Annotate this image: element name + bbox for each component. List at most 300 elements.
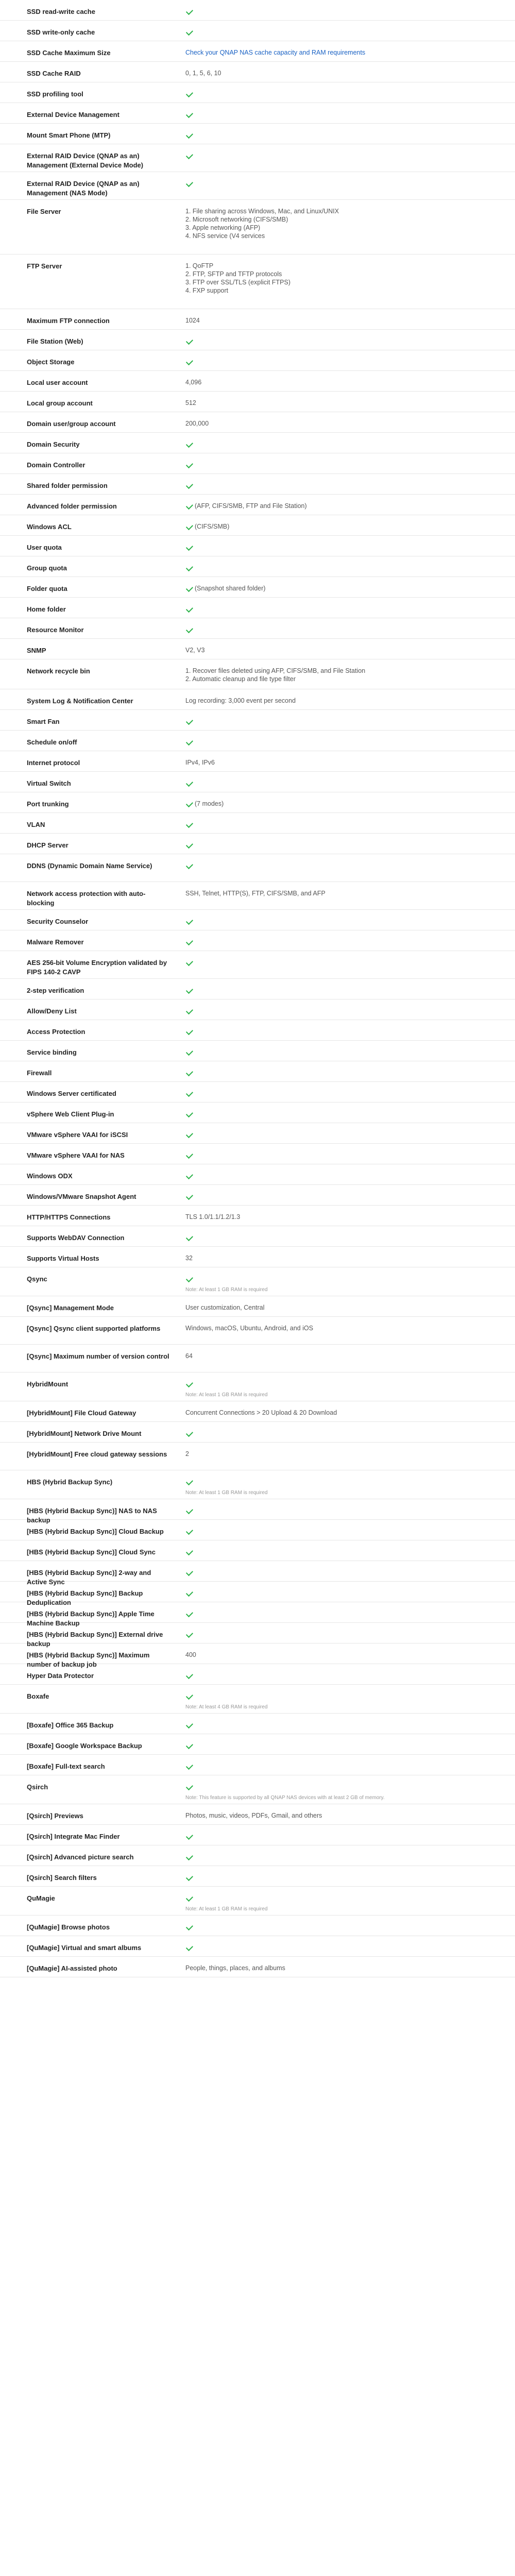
spec-label: SNMP	[27, 647, 46, 654]
check-icon	[186, 585, 193, 592]
spec-value-line: 2. FTP, SFTP and TFTP protocols	[185, 270, 282, 278]
spec-row-port-trunking	[0, 792, 515, 813]
spec-row-file-server	[0, 200, 515, 255]
spec-label: Domain user/group account	[27, 420, 116, 428]
spec-value	[170, 1630, 515, 1638]
spec-label: [HBS (Hybrid Backup Sync)] Backup Deduplication	[27, 1589, 143, 1606]
check-icon	[186, 821, 193, 828]
check-icon	[186, 1234, 193, 1241]
spec-value-line: SSH, Telnet, HTTP(S), FTP, CIFS/SMB, and AFP	[185, 890, 325, 897]
spec-value	[170, 1609, 515, 1618]
check-icon	[186, 1193, 193, 1200]
spec-row-object-storage	[0, 350, 515, 371]
check-icon	[186, 841, 193, 849]
check-icon	[186, 90, 193, 97]
spec-row-aes-256-bit-volume-encryption-validated-by-fips-140-2-cavp	[0, 951, 515, 979]
spec-value-text: (7 modes)	[195, 800, 224, 807]
spec-label: Smart Fan	[27, 718, 60, 725]
spec-row-qsync	[0, 1267, 515, 1296]
check-icon	[186, 544, 193, 551]
spec-value	[170, 1048, 515, 1056]
spec-label: User quota	[27, 544, 62, 551]
spec-label: System Log & Notification Center	[27, 697, 133, 705]
spec-value	[170, 1110, 515, 1118]
spec-value	[170, 758, 515, 767]
spec-value	[170, 337, 515, 345]
check-icon	[186, 1548, 193, 1555]
spec-row-ftp-server	[0, 255, 515, 309]
spec-value	[170, 1130, 515, 1139]
spec-label: [Boxafe] Full-text search	[27, 1762, 105, 1770]
spec-value	[170, 481, 515, 489]
spec-label: [HBS (Hybrid Backup Sync)] Cloud Backup	[27, 1528, 164, 1535]
spec-value	[170, 1069, 515, 1077]
check-icon	[186, 523, 193, 530]
check-icon	[186, 1853, 193, 1860]
check-icon	[186, 1048, 193, 1056]
spec-value-line: 32	[185, 1255, 193, 1262]
spec-label: [Qsirch] Advanced picture search	[27, 1853, 134, 1861]
spec-value	[170, 1832, 515, 1840]
spec-label: [Qsirch] Search filters	[27, 1874, 97, 1882]
spec-value	[170, 1027, 515, 1036]
spec-label: Security Counselor	[27, 918, 89, 925]
spec-label: [QuMagie] Browse photos	[27, 1923, 110, 1931]
check-icon	[186, 180, 193, 187]
spec-value	[170, 1589, 515, 1597]
check-icon	[186, 1923, 193, 1930]
spec-row-network-access-protection-with-auto-blocking	[0, 882, 515, 910]
spec-label: Network access protection with auto-blocking	[27, 890, 146, 907]
spec-value	[170, 110, 515, 118]
spec-value	[170, 1741, 515, 1750]
spec-label: [HBS (Hybrid Backup Sync)] Apple Time Machine Backup	[27, 1610, 154, 1627]
spec-value-line: 3. FTP over SSL/TLS (explicit FTPS)	[185, 279, 290, 286]
spec-label: SSD Cache RAID	[27, 70, 81, 77]
spec-row-shared-folder-permission	[0, 474, 515, 495]
spec-row-windows-server-certificated	[0, 1082, 515, 1103]
check-icon	[186, 337, 193, 345]
check-icon	[186, 1672, 193, 1679]
spec-value-line: 1. QoFTP	[185, 262, 214, 269]
spec-label: [Qsirch] Previews	[27, 1812, 83, 1820]
spec-label: [QuMagie] Virtual and smart albums	[27, 1944, 142, 1952]
spec-label: Boxafe	[27, 1692, 49, 1700]
spec-label: Local user account	[27, 379, 88, 386]
spec-label: [QuMagie] AI-assisted photo	[27, 1964, 117, 1972]
check-icon	[186, 1528, 193, 1535]
spec-label: Qsirch	[27, 1783, 48, 1791]
spec-row-service-binding	[0, 1041, 515, 1061]
spec-value-line: TLS 1.0/1.1/1.2/1.3	[185, 1213, 241, 1221]
spec-value	[170, 1721, 515, 1729]
spec-value	[170, 667, 515, 683]
spec-value	[170, 564, 515, 572]
spec-row-dhcp-server	[0, 834, 515, 854]
spec-value	[170, 1964, 515, 1972]
spec-value-line: People, things, places, and albums	[185, 1964, 285, 1972]
check-icon	[186, 938, 193, 945]
check-icon	[186, 1131, 193, 1138]
spec-value	[170, 1568, 515, 1577]
spec-row-advanced-folder-permission	[0, 495, 515, 515]
cache-capacity-link[interactable]: Check your QNAP NAS cache capacity and RAM requirements	[185, 49, 366, 56]
spec-row-allow-deny-list	[0, 999, 515, 1020]
spec-label: FTP Server	[27, 262, 62, 270]
spec-value	[170, 1352, 515, 1360]
spec-label: Qsync	[27, 1275, 47, 1283]
spec-label: DHCP Server	[27, 841, 68, 849]
spec-label: External RAID Device (QNAP as an) Management (NAS Mode)	[27, 180, 140, 197]
spec-value-line: 64	[185, 1352, 193, 1360]
spec-row-system-log-notification-center	[0, 689, 515, 710]
check-icon	[186, 1007, 193, 1014]
spec-label: AES 256-bit Volume Encryption validated by FIPS 140-2 CAVP	[27, 959, 167, 976]
spec-row-network-recycle-bin	[0, 659, 515, 689]
spec-row-vmware-vsphere-vaai-for-iscsi	[0, 1123, 515, 1144]
spec-value-line: 2. Automatic cleanup and file type filter	[185, 675, 296, 683]
spec-label: [Qsirch] Integrate Mac Finder	[27, 1833, 120, 1840]
spec-label: Firewall	[27, 1069, 52, 1077]
check-icon	[186, 1783, 193, 1790]
check-icon	[186, 502, 193, 510]
spec-label: [Qsync] Qsync client supported platforms	[27, 1325, 161, 1332]
check-icon	[186, 1762, 193, 1770]
spec-row-qumagie-virtual-and-smart-albums	[0, 1936, 515, 1957]
spec-value	[170, 1380, 515, 1399]
spec-row-windows-vmware-snapshot-agent	[0, 1185, 515, 1206]
spec-label: [HBS (Hybrid Backup Sync)] Maximum number of backup job	[27, 1651, 150, 1668]
check-icon	[186, 718, 193, 725]
check-icon	[186, 1742, 193, 1749]
spec-value-line: 4,096	[185, 379, 202, 386]
spec-row-ssd-write-only-cache	[0, 21, 515, 41]
spec-value	[170, 958, 515, 967]
spec-row-schedule-on-off	[0, 731, 515, 751]
check-icon	[186, 959, 193, 966]
spec-label: Domain Controller	[27, 461, 85, 469]
check-icon	[186, 1069, 193, 1076]
spec-label: VMware vSphere VAAI for NAS	[27, 1151, 125, 1159]
spec-value-line: 1. Recover files deleted using AFP, CIFS/SMB, and File Station	[185, 667, 366, 674]
spec-label: Home folder	[27, 605, 66, 613]
spec-row-qsirch-previews	[0, 1804, 515, 1825]
spec-row-external-device-management	[0, 103, 515, 124]
spec-label: [Qsync] Management Mode	[27, 1304, 114, 1312]
spec-value-line: 0, 1, 5, 6, 10	[185, 70, 221, 77]
spec-label: Folder quota	[27, 585, 67, 592]
spec-value	[170, 1783, 515, 1802]
spec-label: HybridMount	[27, 1380, 68, 1388]
spec-label: File Server	[27, 208, 61, 215]
spec-row-virtual-switch	[0, 772, 515, 792]
spec-value	[170, 800, 515, 808]
spec-value	[170, 131, 515, 139]
spec-label: HTTP/HTTPS Connections	[27, 1213, 111, 1221]
spec-row-boxafe-office-365-backup	[0, 1714, 515, 1734]
spec-value	[170, 738, 515, 746]
spec-value	[170, 151, 515, 160]
spec-row-snmp	[0, 639, 515, 659]
spec-value	[170, 861, 515, 870]
spec-row-group-quota	[0, 556, 515, 577]
spec-label: External RAID Device (QNAP as an) Management (External Device Mode)	[27, 152, 144, 169]
spec-label: Port trunking	[27, 800, 69, 808]
spec-row-qsirch-integrate-mac-finder	[0, 1825, 515, 1845]
spec-row-external-raid-device-qnap-as-an-management-external-device-mode	[0, 144, 515, 172]
spec-label: Object Storage	[27, 358, 75, 366]
spec-value	[170, 1943, 515, 1952]
spec-row-boxafe	[0, 1685, 515, 1714]
spec-label: 2-step verification	[27, 987, 84, 994]
spec-value	[170, 262, 515, 295]
spec-row-boxafe-full-text-search	[0, 1755, 515, 1775]
spec-label: [HBS (Hybrid Backup Sync)] NAS to NAS backup	[27, 1507, 157, 1524]
spec-value	[170, 28, 515, 36]
spec-value	[170, 1172, 515, 1180]
spec-row-user-quota	[0, 536, 515, 556]
check-icon	[186, 987, 193, 994]
spec-label: Windows ODX	[27, 1172, 73, 1180]
spec-row-file-station-web	[0, 330, 515, 350]
spec-value	[170, 820, 515, 828]
spec-label: Virtual Switch	[27, 779, 71, 787]
check-icon	[186, 358, 193, 365]
spec-value-line: 2	[185, 1450, 189, 1458]
spec-row-vmware-vsphere-vaai-for-nas	[0, 1144, 515, 1164]
spec-label: Local group account	[27, 399, 93, 407]
spec-label: vSphere Web Client Plug-in	[27, 1110, 114, 1118]
spec-value-line: Concurrent Connections > 20 Upload & 20 Download	[185, 1409, 337, 1416]
spec-label: Maximum FTP connection	[27, 317, 110, 325]
check-icon	[186, 564, 193, 571]
spec-value	[170, 697, 515, 705]
spec-row-ssd-profiling-tool	[0, 82, 515, 103]
check-icon	[186, 626, 193, 633]
spec-value	[170, 1762, 515, 1770]
spec-row-hybridmount	[0, 1372, 515, 1401]
check-icon	[186, 131, 193, 139]
spec-label: Windows Server certificated	[27, 1090, 116, 1097]
spec-row-2-step-verification	[0, 979, 515, 999]
spec-value-line: Log recording: 3,000 event per second	[185, 697, 296, 704]
spec-value	[170, 605, 515, 613]
spec-note: Note: This feature is supported by all QNAP NAS devices with at least 2 GB of memory.	[185, 1795, 385, 1801]
spec-label: QuMagie	[27, 1894, 55, 1902]
spec-value	[170, 440, 515, 448]
spec-note: Note: At least 4 GB RAM is required	[185, 1704, 268, 1710]
spec-value	[170, 625, 515, 634]
spec-row-mount-smart-phone-mtp	[0, 124, 515, 144]
spec-value-text: (AFP, CIFS/SMB, FTP and File Station)	[195, 502, 307, 510]
check-icon	[186, 1874, 193, 1881]
spec-row-ssd-read-write-cache	[0, 0, 515, 21]
check-icon	[186, 738, 193, 745]
spec-row-windows-acl	[0, 515, 515, 536]
spec-value	[170, 646, 515, 654]
check-icon	[186, 1589, 193, 1597]
spec-row-folder-quota	[0, 577, 515, 598]
spec-row-local-group-account	[0, 392, 515, 412]
spec-value-line: 3. Apple networking (AFP)	[185, 224, 261, 231]
spec-label: [HybridMount] Free cloud gateway sessions	[27, 1450, 167, 1458]
check-icon	[186, 1028, 193, 1035]
check-icon	[186, 1478, 193, 1485]
spec-label: [HybridMount] File Cloud Gateway	[27, 1409, 136, 1417]
spec-row-qsync-management-mode	[0, 1296, 515, 1317]
spec-row-qsync-qsync-client-supported-platforms	[0, 1317, 515, 1345]
spec-value	[170, 1089, 515, 1097]
check-icon	[186, 1110, 193, 1117]
check-icon	[186, 1833, 193, 1840]
spec-value-line: IPv4, IPv6	[185, 759, 215, 766]
spec-value	[170, 917, 515, 925]
spec-row-hybridmount-file-cloud-gateway	[0, 1401, 515, 1422]
spec-row-qsirch	[0, 1775, 515, 1804]
spec-value	[170, 717, 515, 725]
spec-value-line: Windows, macOS, Ubuntu, Android, and iOS	[185, 1325, 314, 1332]
spec-label: Mount Smart Phone (MTP)	[27, 131, 111, 139]
spec-row-external-raid-device-qnap-as-an-management-nas-mode	[0, 172, 515, 200]
spec-value-line: Photos, music, videos, PDFs, Gmail, and others	[185, 1812, 322, 1819]
spec-value	[170, 1450, 515, 1458]
spec-value	[170, 1894, 515, 1913]
check-icon	[186, 440, 193, 448]
spec-row-hybridmount-free-cloud-gateway-sessions	[0, 1443, 515, 1470]
spec-value-line: 1. File sharing across Windows, Mac, and Linux/UNIX	[185, 208, 339, 215]
check-icon	[186, 1380, 193, 1387]
spec-value	[170, 48, 515, 57]
spec-label: SSD Cache Maximum Size	[27, 49, 111, 57]
spec-row-domain-user-group-account	[0, 412, 515, 433]
spec-value	[170, 1303, 515, 1312]
spec-row-malware-remover	[0, 930, 515, 951]
spec-label: Supports Virtual Hosts	[27, 1255, 99, 1262]
spec-label: Shared folder permission	[27, 482, 108, 489]
spec-label: VMware vSphere VAAI for iSCSI	[27, 1131, 128, 1139]
spec-row-vlan	[0, 813, 515, 834]
spec-label: SSD write-only cache	[27, 28, 95, 36]
spec-value	[170, 1254, 515, 1262]
check-icon	[186, 1631, 193, 1638]
spec-value-text: (Snapshot shared folder)	[195, 585, 266, 592]
check-icon	[186, 605, 193, 613]
check-icon	[186, 1610, 193, 1617]
spec-value-line: 512	[185, 399, 196, 406]
spec-value	[170, 1478, 515, 1497]
spec-value-line: V2, V3	[185, 647, 205, 654]
spec-label: Allow/Deny List	[27, 1007, 77, 1015]
check-icon	[186, 1692, 193, 1700]
check-icon	[186, 111, 193, 118]
spec-value	[170, 179, 515, 188]
spec-label: [Boxafe] Google Workspace Backup	[27, 1742, 142, 1750]
spec-row-hbs-hybrid-backup-sync-cloud-sync	[0, 1540, 515, 1561]
spec-label: Hyper Data Protector	[27, 1672, 94, 1680]
spec-value-line: 4. FXP support	[185, 287, 229, 294]
spec-value	[170, 399, 515, 407]
spec-label: DDNS (Dynamic Domain Name Service)	[27, 862, 152, 870]
spec-value-line: 200,000	[185, 420, 209, 427]
spec-value	[170, 1853, 515, 1861]
check-icon	[186, 28, 193, 36]
spec-value	[170, 1233, 515, 1242]
spec-value-line: 2. Microsoft networking (CIFS/SMB)	[185, 216, 288, 223]
spec-value	[170, 1527, 515, 1535]
spec-row-hbs-hybrid-backup-sync-2-way-and-active-sync	[0, 1561, 515, 1586]
spec-value	[170, 1506, 515, 1515]
spec-label: [Boxafe] Office 365 Backup	[27, 1721, 114, 1729]
spec-note: Note: At least 1 GB RAM is required	[185, 1906, 268, 1912]
spec-value	[170, 358, 515, 366]
spec-label: [HBS (Hybrid Backup Sync)] External drive backup	[27, 1631, 163, 1648]
spec-value	[170, 316, 515, 325]
spec-row-internet-protocol	[0, 751, 515, 772]
spec-label: Malware Remover	[27, 938, 84, 946]
spec-value	[170, 502, 515, 510]
spec-value	[170, 889, 515, 897]
spec-note: Note: At least 1 GB RAM is required	[185, 1392, 268, 1398]
check-icon	[186, 800, 193, 807]
check-icon	[186, 1430, 193, 1437]
spec-value	[170, 1409, 515, 1417]
spec-row-vsphere-web-client-plug-in	[0, 1103, 515, 1123]
spec-row-supports-virtual-hosts	[0, 1247, 515, 1267]
spec-label: Supports WebDAV Connection	[27, 1234, 125, 1242]
check-icon	[186, 482, 193, 489]
check-icon	[186, 1151, 193, 1159]
spec-row-firewall	[0, 1061, 515, 1082]
spec-value	[170, 841, 515, 849]
spec-value	[170, 1151, 515, 1159]
spec-label: Access Protection	[27, 1028, 85, 1036]
spec-value-line: User customization, Central	[185, 1304, 265, 1311]
spec-row-ssd-cache-maximum-size	[0, 41, 515, 62]
spec-label: [Qsync] Maximum number of version control	[27, 1352, 169, 1360]
spec-value	[170, 1213, 515, 1221]
check-icon	[186, 1721, 193, 1728]
spec-value	[170, 779, 515, 787]
check-icon	[186, 1172, 193, 1179]
spec-value	[170, 543, 515, 551]
spec-label: Group quota	[27, 564, 67, 572]
spec-value	[170, 938, 515, 946]
spec-value-line: 400	[185, 1651, 196, 1658]
spec-value	[170, 1548, 515, 1556]
spec-row-hybridmount-network-drive-mount	[0, 1422, 515, 1443]
spec-label: Domain Security	[27, 440, 80, 448]
spec-row-windows-odx	[0, 1164, 515, 1185]
spec-label: [HybridMount] Network Drive Mount	[27, 1430, 142, 1437]
check-icon	[186, 1894, 193, 1902]
spec-row-qsirch-advanced-picture-search	[0, 1845, 515, 1866]
spec-value	[170, 1192, 515, 1200]
check-icon	[186, 918, 193, 925]
spec-value-line: 4. NFS service (V4 services	[185, 232, 265, 240]
check-icon	[186, 1944, 193, 1951]
check-icon	[186, 152, 193, 159]
spec-value	[170, 207, 515, 240]
spec-label: Windows ACL	[27, 523, 72, 531]
spec-value	[170, 1923, 515, 1931]
spec-value	[170, 1651, 515, 1659]
spec-value-line: 1024	[185, 317, 200, 324]
check-icon	[186, 461, 193, 468]
spec-row-domain-controller	[0, 453, 515, 474]
spec-row-smart-fan	[0, 710, 515, 731]
spec-row-supports-webdav-connection	[0, 1226, 515, 1247]
spec-value	[170, 1429, 515, 1437]
